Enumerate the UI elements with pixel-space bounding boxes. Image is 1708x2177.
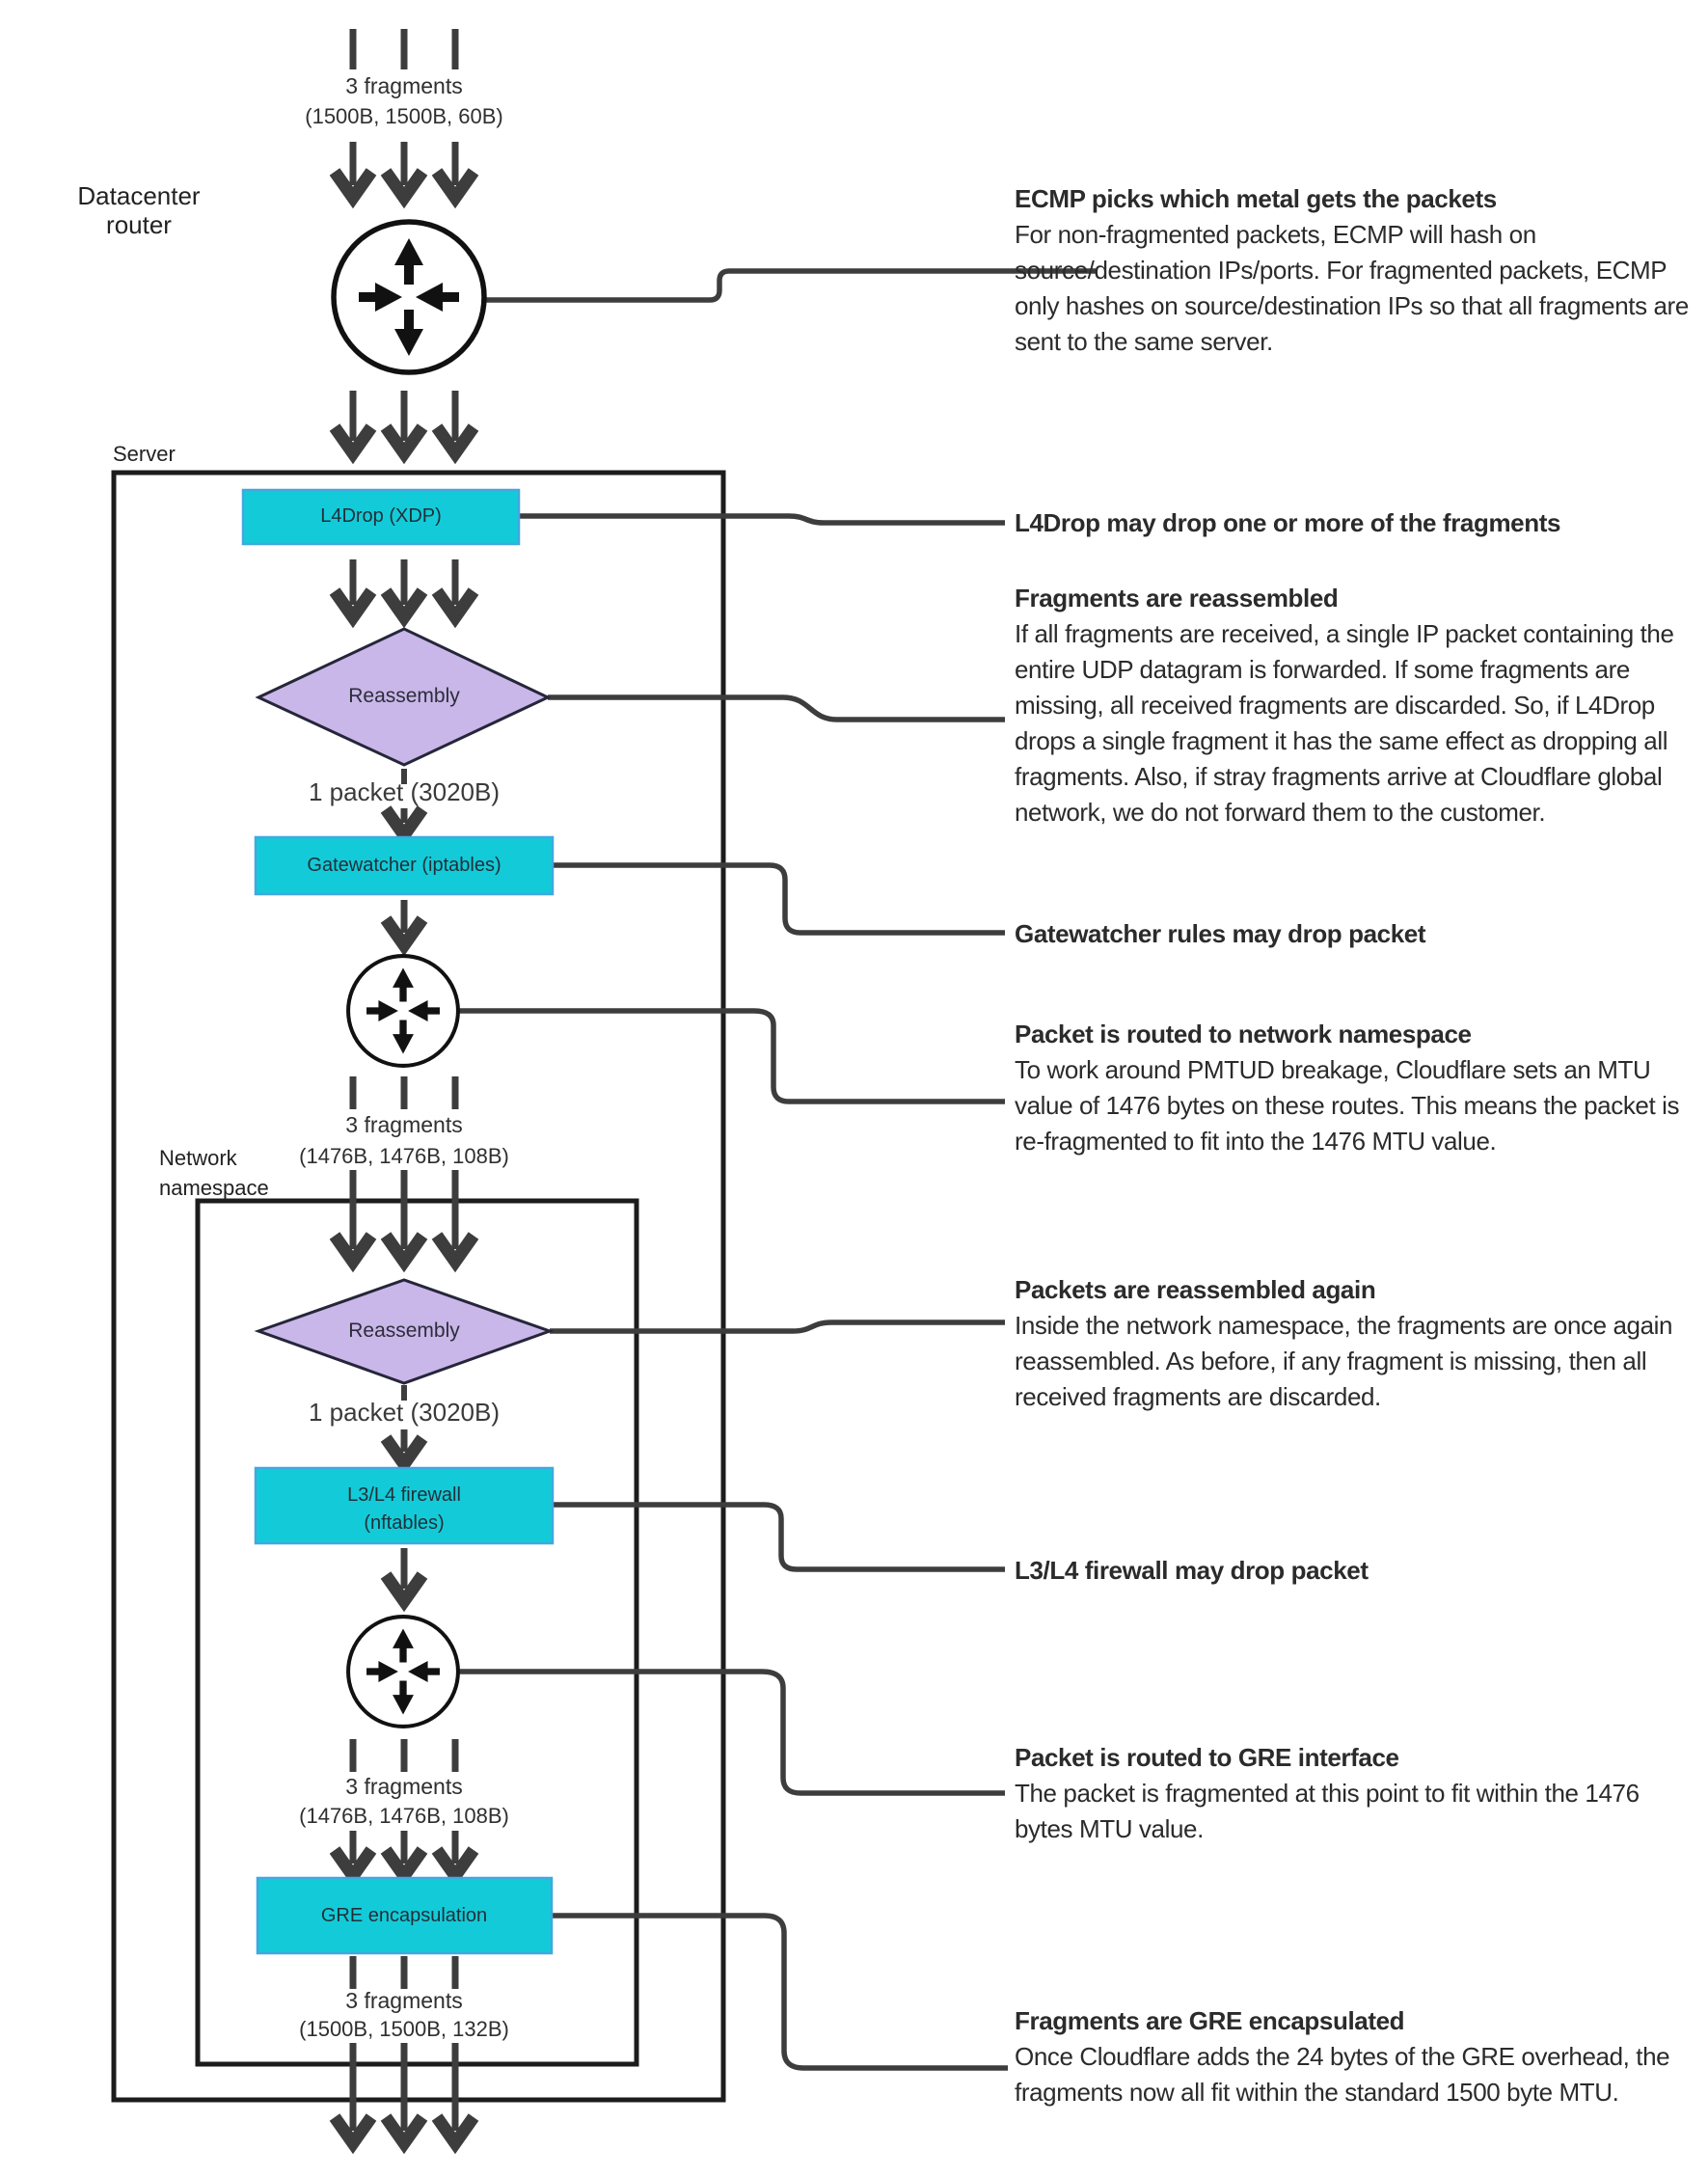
datacenter-router-icon <box>334 222 484 372</box>
connector-route-namespace <box>459 1011 1005 1102</box>
annotation-heading: L4Drop may drop one or more of the fragments <box>1015 508 1561 537</box>
arrows-into-server <box>335 391 474 453</box>
ns-fragments-label: 3 fragments <box>345 1774 463 1799</box>
annotation-gre-encapsulated <box>1015 2003 1690 2110</box>
annotation-reassembled <box>1015 581 1690 830</box>
annotation-l4drop <box>1015 505 1690 541</box>
annotation-route-namespace <box>1015 1017 1690 1159</box>
annotation-route-gre <box>1015 1740 1690 1847</box>
firewall-label-line1: L3/L4 firewall <box>347 1484 461 1506</box>
connector-route-gre <box>459 1672 1005 1793</box>
annotation-ecmp <box>1015 181 1690 360</box>
mid-fragments-label: 3 fragments <box>345 1112 463 1137</box>
datacenter-router-label <box>77 181 200 239</box>
annotation-heading: Packet is routed to GRE interface <box>1015 1743 1399 1772</box>
arrow-firewall-to-router <box>386 1548 422 1601</box>
arrows-into-namespace <box>335 1170 474 1262</box>
annotation-connectors <box>459 271 1096 2068</box>
gre-route-router-icon <box>348 1617 458 1727</box>
annotation-body: To work around PMTUD breakage, Cloudflare sets an MTU value of 1476 bytes on these routes. This means the packet is re-fragmented to fit into the 1476 MTU value. <box>1015 1055 1680 1156</box>
annotation-body: For non-fragmented packets, ECMP will hash on source/destination IPs/ports. For fragmented packets, ECMP only hashes on source/destination IPs so that all fragments are sent to the same server. <box>1015 220 1689 356</box>
server-label: Server <box>113 442 176 466</box>
firewall-label-line2: (nftables) <box>364 1512 445 1534</box>
fragment-dashes-mid <box>353 1076 455 1109</box>
gre-label: GRE encapsulation <box>320 1905 488 1926</box>
fragment-dashes-namespace <box>353 1739 455 1772</box>
fragment-dashes-bottom <box>353 1956 455 1989</box>
arrow-packet-to-gatewatcher <box>386 808 422 835</box>
gatewatcher-label: Gatewatcher (iptables) <box>307 855 502 876</box>
annotation-firewall <box>1015 1553 1690 1589</box>
annotation-heading: Packets are reassembled again <box>1015 1275 1376 1304</box>
annotation-body: If all fragments are received, a single IP packet containing the entire UDP datagram is forwarded. If some fragments are missing, all received fragments are discarded. So, if L4Drop drops a single fragment it has the same effect as dropping all fragments. Also, if stray fragments arrive at Cloudflare global network, we do not forward them to the customer. <box>1015 619 1674 827</box>
mid-fragments-sizes: (1476B, 1476B, 108B) <box>299 1144 509 1168</box>
annotation-heading: Gatewatcher rules may drop packet <box>1015 919 1426 948</box>
fragment-dashes-top <box>353 29 455 69</box>
annotation-heading: L3/L4 firewall may drop packet <box>1015 1556 1369 1585</box>
connector-l4drop <box>519 516 1005 523</box>
top-fragments-label: 3 fragments <box>345 73 463 98</box>
arrow-packet-to-firewall <box>386 1429 422 1464</box>
annotation-body: Inside the network namespace, the fragments are once again reassembled. As before, if any fragment is missing, then all received fragments are discarded. <box>1015 1311 1673 1411</box>
annotation-gatewatcher <box>1015 916 1690 952</box>
connector-gre <box>552 1916 1008 2068</box>
annotation-reassembled-again <box>1015 1272 1690 1415</box>
bottom-fragments-sizes: (1500B, 1500B, 132B) <box>299 2017 509 2041</box>
bottom-fragments-label: 3 fragments <box>345 1988 463 2013</box>
packet2-label: 1 packet (3020B) <box>308 1398 501 1427</box>
connector-ecmp <box>484 271 1096 300</box>
arrow-gatewatcher-to-router <box>386 900 422 945</box>
namespace-route-router-icon <box>348 956 458 1066</box>
annotation-heading: Packet is routed to network namespace <box>1015 1020 1472 1048</box>
firewall-label <box>347 1482 461 1538</box>
datacenter-router-label-line2: router <box>106 210 172 239</box>
annotation-body: The packet is fragmented at this point to fit within the 1476 bytes MTU value. <box>1015 1779 1640 1843</box>
arrows-l4drop-to-reassembly <box>335 559 474 617</box>
top-fragments-sizes: (1500B, 1500B, 60B) <box>305 104 503 128</box>
arrows-out-bottom <box>335 2043 474 2143</box>
reassembly1-label: Reassembly <box>348 685 460 707</box>
annotation-body: Once Cloudflare adds the 24 bytes of the GRE overhead, the fragments now all fit within the standard 1500 byte MTU. <box>1015 2042 1670 2107</box>
annotation-heading: Fragments are reassembled <box>1015 584 1339 612</box>
connector-reassembly2 <box>550 1322 1005 1331</box>
network-namespace-label <box>159 1143 269 1203</box>
datacenter-router-label-line1: Datacenter <box>77 181 201 210</box>
connector-gatewatcher <box>553 865 1005 933</box>
arrows-into-router <box>335 142 474 198</box>
arrows-into-gre <box>335 1831 474 1876</box>
network-namespace-label-line2: namespace <box>159 1176 269 1200</box>
reassembly2-label: Reassembly <box>348 1320 460 1342</box>
connector-firewall <box>553 1505 1005 1569</box>
network-namespace-label-line1: Network <box>159 1146 237 1170</box>
ns-fragments-sizes: (1476B, 1476B, 108B) <box>299 1804 509 1828</box>
packet1-label: 1 packet (3020B) <box>308 777 501 806</box>
l4drop-label: L4Drop (XDP) <box>320 505 442 527</box>
annotation-heading: ECMP picks which metal gets the packets <box>1015 184 1497 213</box>
annotation-heading: Fragments are GRE encapsulated <box>1015 2006 1405 2035</box>
connector-reassembly1 <box>548 697 1005 720</box>
